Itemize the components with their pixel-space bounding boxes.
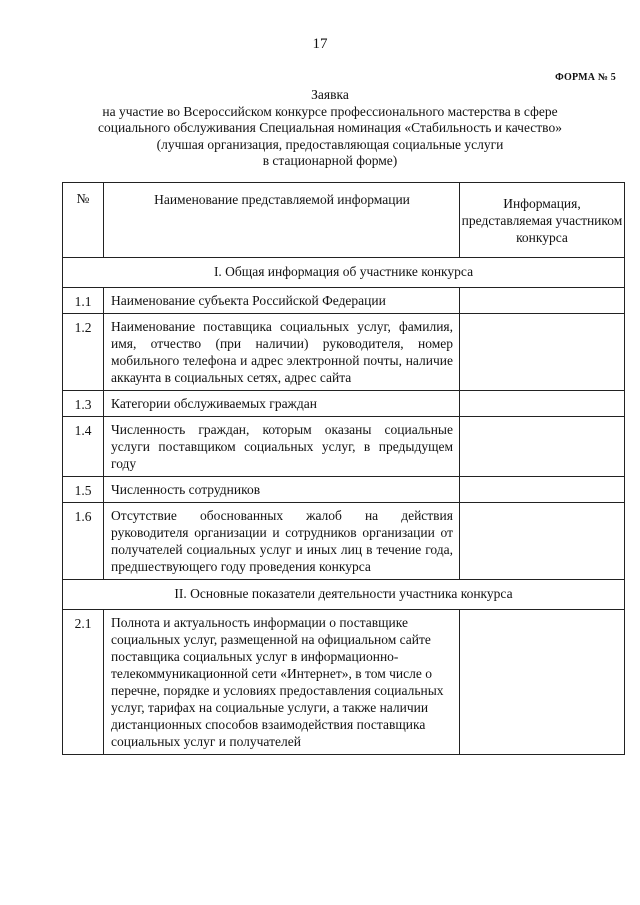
title-line-3: социального обслуживания Специальная номинация «Стабильность и качество» <box>98 120 562 135</box>
header-info: Информация, представляемая участником конкурса <box>460 183 625 258</box>
table-row <box>63 610 625 755</box>
row-value-cell[interactable] <box>460 610 625 755</box>
row-text: Отсутствие обоснованных жалоб на действия руководителя организации и сотрудников организации от получателей социальных услуг и иных лиц в течение года, предшествующего году проведения конкурса <box>104 503 460 580</box>
title-line-2: на участие во Всероссийском конкурсе профессионального мастерства в сфере <box>102 103 558 119</box>
section-row-1 <box>63 258 625 288</box>
row-number: 1.6 <box>63 503 104 580</box>
table-row <box>63 314 625 391</box>
page-number: 17 <box>312 36 328 52</box>
header-name: Наименование представляемой информации <box>104 183 460 258</box>
row-text: Численность граждан, которым оказаны социальные услуги поставщиком социальных услуг, в предыдущем году <box>104 417 460 477</box>
row-text: Численность сотрудников <box>104 477 460 503</box>
row-value-cell[interactable] <box>460 314 625 391</box>
header-number: № <box>63 183 104 258</box>
row-number: 1.2 <box>63 314 104 391</box>
table-row <box>63 391 625 417</box>
row-value-cell[interactable] <box>460 288 625 314</box>
row-number: 1.3 <box>63 391 104 417</box>
row-value-cell[interactable] <box>460 503 625 580</box>
table-row <box>63 417 625 477</box>
row-value-cell[interactable] <box>460 391 625 417</box>
row-number: 1.1 <box>63 288 104 314</box>
section-row-2 <box>63 580 625 610</box>
row-number: 1.4 <box>63 417 104 477</box>
row-value-cell[interactable] <box>460 477 625 503</box>
application-form-table <box>62 182 625 755</box>
title-line-5: в стационарной форме) <box>262 153 398 168</box>
document-title <box>70 87 590 170</box>
title-line-1: Заявка <box>311 87 349 102</box>
row-value-cell[interactable] <box>460 417 625 477</box>
row-text: Полнота и актуальность информации о поставщике социальных услуг, размещенной на официальном сайте поставщика социальных услуг в информационно-телекоммуникационной сети «Интернет», в том числе о перечне, порядке и условиях предоставления социальных услуг, тарифах на социальные услуги, а также наличии дистанционных способов взаимодействия поставщика социальных услуг и получателей <box>104 610 460 755</box>
row-text: Наименование поставщика социальных услуг, фамилия, имя, отчество (при наличии) руководителя, номер мобильного телефона и адрес электронной почты, наличие аккаунта в социальных сетях, адрес сайта <box>104 314 460 391</box>
row-number: 2.1 <box>63 610 104 755</box>
section-title-2: II. Основные показатели деятельности участника конкурса <box>63 580 625 610</box>
form-label: ФОРМА № 5 <box>555 72 616 83</box>
row-number: 1.5 <box>63 477 104 503</box>
table-row <box>63 477 625 503</box>
row-text: Наименование субъекта Российской Федерации <box>104 288 460 314</box>
table-row <box>63 288 625 314</box>
section-title-1: I. Общая информация об участнике конкурса <box>63 258 625 288</box>
table-header-row <box>63 183 625 258</box>
table-row <box>63 503 625 580</box>
title-line-4: (лучшая организация, предоставляющая социальные услуги <box>156 136 504 152</box>
row-text: Категории обслуживаемых граждан <box>104 391 460 417</box>
